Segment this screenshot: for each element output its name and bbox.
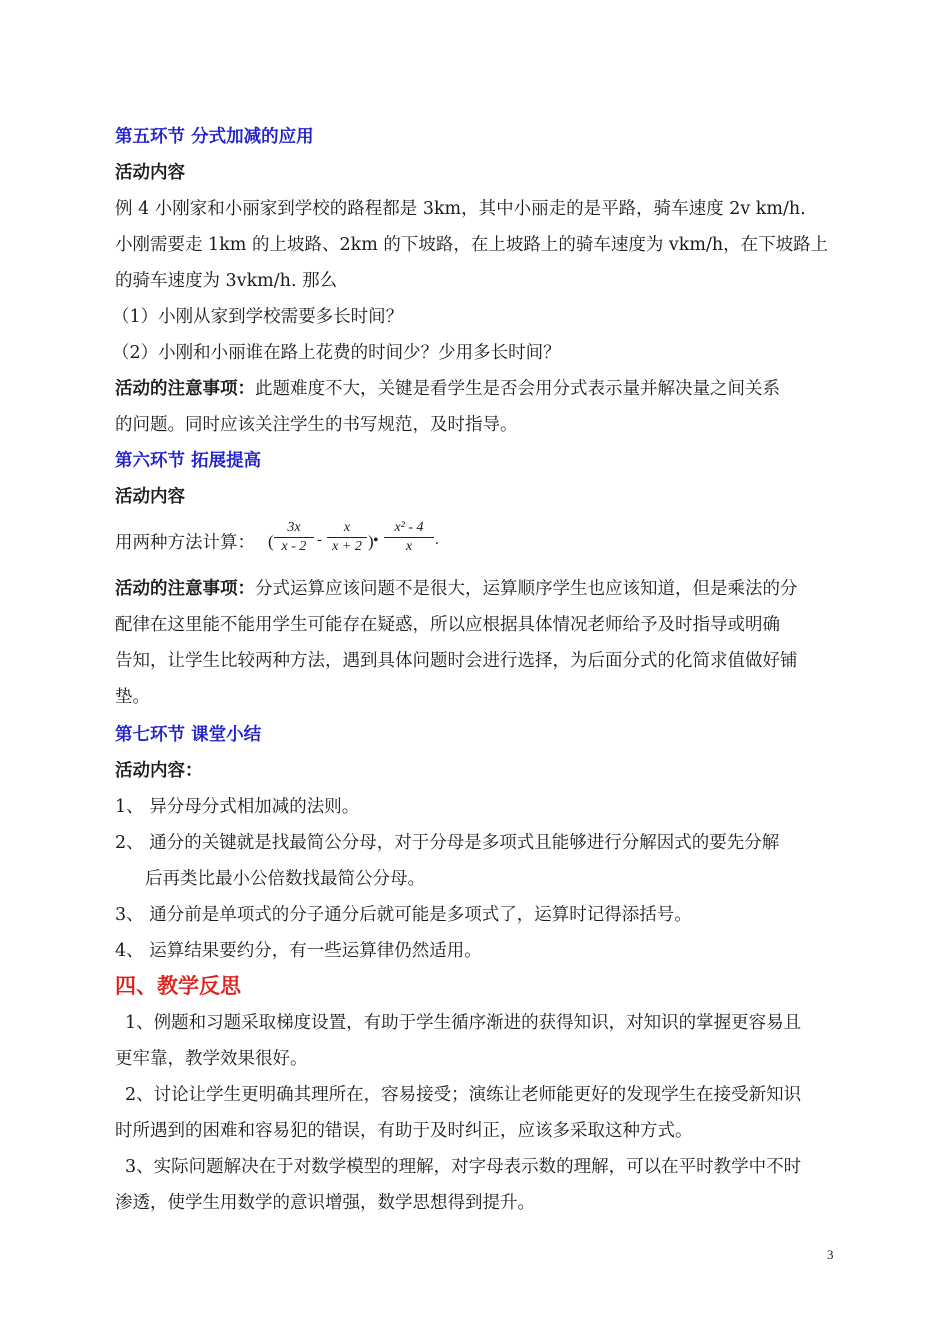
formula-minus: - [317,532,322,548]
example4-line3: 的骑车速度为 3vkm/h. 那么 [115,271,338,291]
summary-item-1: 1、 异分母分式相加减的法则。 [115,797,360,817]
summary-item-3: 3、 通分前是单项式的分子通分后就可能是多项式了，运算时记得添括号。 [115,905,692,925]
section6-note-line4: 垫。 [115,687,150,707]
section5-activity-label: 活动内容 [115,163,185,183]
example4-line1: 例 4 小刚家和小丽家到学校的路程都是 3km，其中小丽走的是平路，骑车速度 2v km/h. [115,199,806,219]
reflection-line-6: 渗透，使学生用数学的意识增强，数学思想得到提升。 [115,1193,535,1213]
fraction-1-denominator: x - 2 [281,539,307,554]
section5-note-line2: 的问题。同时应该关注学生的书写规范，及时指导。 [115,415,518,435]
reflection-title: 四、教学反思 [115,973,241,998]
note-text: 分式运算应该问题不是很大，运算顺序学生也应该知道，但是乘法的分 [255,579,798,599]
calc-prefix: 用两种方法计算： [115,533,255,553]
section6-note-line3: 告知，让学生比较两种方法，遇到具体问题时会进行选择，为后面分式的化简求值做好铺 [115,651,798,671]
example4-line2: 小刚需要走 1km 的上坡路、2km 的下坡路，在上坡路上的骑车速度为 vkm/h，在下坡路上 [115,235,829,255]
question-2: （2）小刚和小丽谁在路上花费的时间少？少用多长时间？ [112,343,561,363]
question-1: （1）小刚从家到学校需要多长时间？ [112,307,404,327]
reflection-line-4: 时所遇到的困难和容易犯的错误，有助于及时纠正，应该多采取这种方式。 [115,1121,693,1141]
section6-activity-label: 活动内容 [115,487,185,507]
note-text: 此题难度不大，关键是看学生是否会用分式表示量并解决量之间关系 [255,379,780,399]
fraction-2-numerator: x [343,520,351,535]
fraction-2 [327,519,367,556]
section7-activity-label: 活动内容： [115,761,203,781]
reflection-line-5: 3、实际问题解决在于对数学模型的理解，对字母表示数的理解，可以在平时教学中不时 [125,1157,802,1177]
section6-note-line2: 配律在这里能不能用学生可能存在疑惑，所以应根据具体情况老师给予及时指导或明确 [115,615,780,635]
summary-item-2-cont: 后再类比最小公倍数找最简公分母。 [145,869,425,889]
fraction-3-numerator: x² - 4 [394,520,424,535]
fraction-3-denominator: x [405,539,413,554]
reflection-line-1: 1、例题和习题采取梯度设置，有助于学生循序渐进的获得知识，对知识的掌握更容易且 [125,1013,802,1033]
formula-close-paren: ) [368,532,374,551]
reflection-line-2: 更牢靠，教学效果很好。 [115,1049,308,1069]
section6-note-line1 [115,578,798,600]
formula-dot: • [373,532,379,549]
page-number: 3 [827,1247,834,1262]
section5-title: 第五环节 分式加减的应用 [115,127,314,147]
formula-end: . [435,532,439,548]
note-label: 活动的注意事项： [115,379,255,399]
section5-note-line1 [115,378,780,400]
reflection-line-3: 2、讨论让学生更明确其理所在，容易接受；演练让老师能更好的发现学生在接受新知识 [125,1085,802,1105]
section7-title: 第七环节 课堂小结 [115,725,262,745]
summary-item-2: 2、 通分的关键就是找最简公分母，对于分母是多项式且能够进行分解因式的要先分解 [115,833,780,853]
fraction-1-numerator: 3x [287,520,301,535]
fraction-3 [384,519,434,556]
note-label: 活动的注意事项： [115,579,255,599]
fraction-2-denominator: x + 2 [332,539,362,554]
summary-item-4: 4、 运算结果要约分，有一些运算律仍然适用。 [115,941,482,961]
formula-open-paren: ( [268,532,274,551]
section6-title: 第六环节 拓展提高 [115,451,262,471]
fraction-1 [274,519,314,556]
